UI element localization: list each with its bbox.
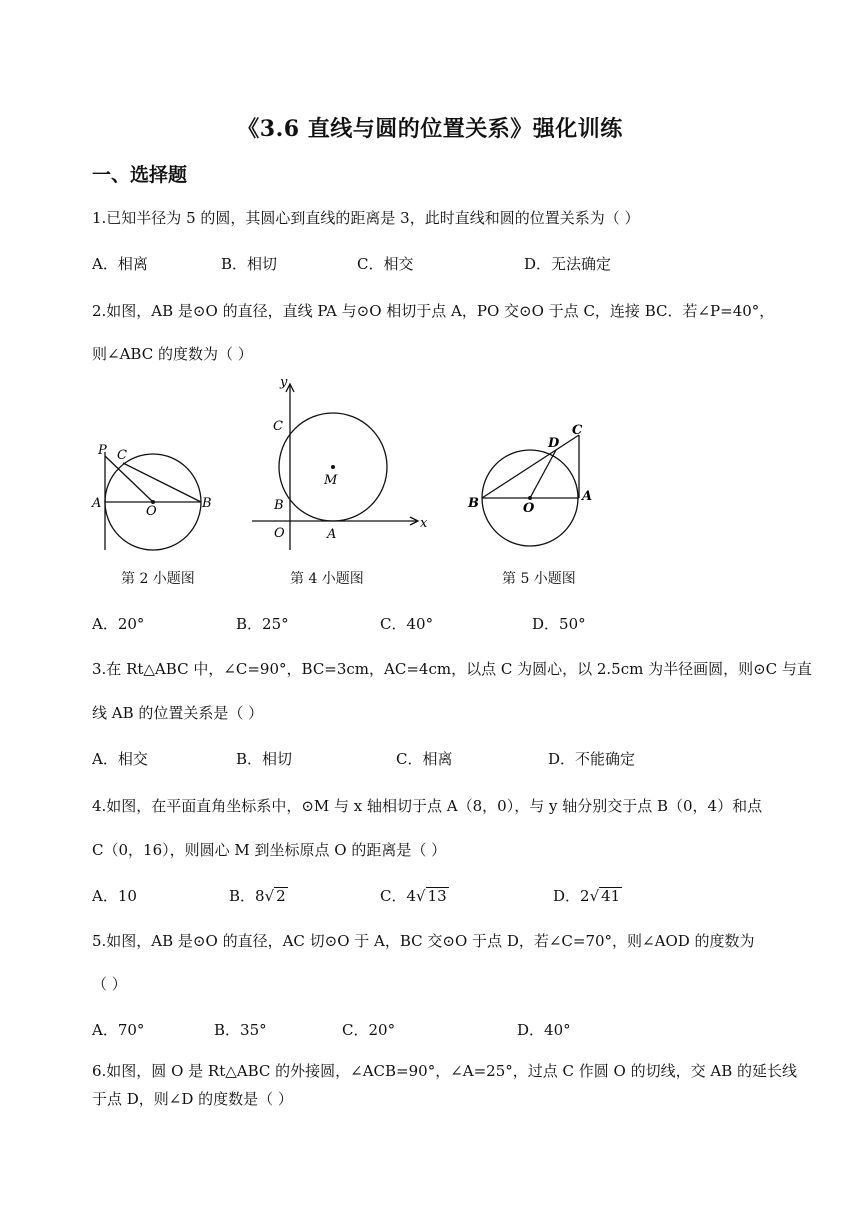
q4-option-c-prefix: C．4 (380, 887, 417, 905)
fig2-label-o: O (146, 504, 157, 519)
fig5-label-d: D (548, 436, 560, 451)
fig4-label-m: M (324, 473, 338, 488)
q4-option-c (380, 885, 449, 906)
section-heading: 一、选择题 (92, 164, 188, 186)
fig2-line-po (105, 456, 153, 502)
q3-option-c: C．相离 (396, 750, 453, 768)
fig2-label-p: P (98, 443, 107, 458)
q4-option-a: A．10 (92, 887, 137, 905)
q5-option-a: A．70° (92, 1021, 145, 1039)
fig4-label-c: C (273, 419, 283, 434)
question-6-line1: 6.如图，圆 O 是 Rt△ABC 的外接圆，∠ACB=90°，∠A=25°，过点 C 作圆 O 的切线，交 AB 的延长线 (92, 1062, 798, 1080)
q4-option-d-prefix: D．2 (553, 887, 590, 905)
page-title: 《3.6 直线与圆的位置关系》强化训练 (237, 116, 623, 142)
q2-option-b: B．25° (236, 615, 289, 633)
q4-option-c-radicand: 13 (427, 887, 447, 905)
q1-option-b: B．相切 (221, 255, 278, 273)
radical-icon: √ (264, 887, 275, 905)
q3-option-a: A．相交 (92, 750, 148, 768)
fig5-label-a: A (582, 489, 593, 504)
fig4-label-b: B (274, 498, 284, 513)
q4-option-d-radicand: 41 (601, 887, 621, 905)
question-3-line2: 线 AB 的位置关系是（ ） (92, 704, 264, 722)
caption-fig4: 第 4 小题图 (290, 571, 364, 587)
caption-fig2: 第 2 小题图 (121, 571, 195, 587)
radical-icon: √ (589, 887, 600, 905)
figures-panel (80, 370, 780, 570)
fig2-label-c: C (117, 448, 127, 463)
fig5-line-od (530, 450, 556, 498)
figure-4 (252, 375, 428, 550)
question-2-line1: 2.如图，AB 是⊙O 的直径，直线 PA 与⊙O 相切于点 A，PO 交⊙O 于点 C，连接 BC．若∠P=40°， (92, 302, 775, 320)
question-5-line2: （ ） (92, 975, 127, 993)
fig5-line-bc (482, 435, 579, 498)
q1-option-a: A．相离 (92, 255, 148, 273)
fig2-label-a: A (92, 496, 102, 511)
fig4-label-a: A (327, 527, 337, 542)
fig4-label-y: y (280, 375, 288, 390)
q2-option-d: D．50° (532, 615, 586, 633)
caption-fig5: 第 5 小题图 (502, 571, 576, 587)
question-5-line1: 5.如图，AB 是⊙O 的直径，AC 切⊙O 于 A，BC 交⊙O 于点 D，若∠C=70°，则∠AOD 的度数为 (92, 932, 755, 950)
question-1-text: 1.已知半径为 5 的圆，其圆心到直线的距离是 3，此时直线和圆的位置关系为（ ） (92, 209, 640, 227)
q4-option-b-prefix: B．8 (229, 887, 265, 905)
q4-option-d (553, 885, 622, 906)
figure-5 (467, 423, 592, 546)
fig2-label-b: B (202, 496, 212, 511)
q3-option-b: B．相切 (236, 750, 293, 768)
q4-option-b (229, 885, 288, 906)
q2-option-c: C．40° (380, 615, 434, 633)
fig5-center-dot (528, 496, 532, 500)
question-6-line2: 于点 D，则∠D 的度数是（ ） (92, 1090, 293, 1108)
fig2-line-bc (123, 463, 201, 502)
fig4-label-x: x (420, 516, 428, 531)
question-2-line2: 则∠ABC 的度数为（ ） (92, 345, 253, 363)
q5-option-d: D．40° (517, 1021, 571, 1039)
figure-2 (91, 443, 212, 550)
q4-option-b-radicand: 2 (276, 887, 286, 905)
fig5-label-o: O (523, 501, 535, 516)
q2-option-a: A．20° (92, 615, 145, 633)
fig5-label-c: C (572, 423, 583, 438)
q1-option-d: D．无法确定 (524, 255, 612, 273)
q1-option-c: C．相交 (357, 255, 414, 273)
q5-option-c: C．20° (342, 1021, 396, 1039)
question-4-line1: 4.如图，在平面直角坐标系中，⊙M 与 x 轴相切于点 A（8，0），与 y 轴分别交于点 B（0，4）和点 (92, 797, 763, 815)
q5-option-b: B．35° (214, 1021, 267, 1039)
question-3-line1: 3.在 Rt△ABC 中，∠C=90°，BC=3cm，AC=4cm，以点 C 为圆心，以 2.5cm 为半径画圆，则⊙C 与直 (92, 660, 812, 678)
fig4-label-o: O (274, 526, 285, 541)
fig4-center-dot (331, 465, 335, 469)
question-4-line2: C（0，16），则圆心 M 到坐标原点 O 的距离是（ ） (92, 841, 447, 859)
fig5-label-b: B (468, 496, 479, 511)
q3-option-d: D．不能确定 (548, 750, 636, 768)
radical-icon: √ (416, 887, 426, 905)
